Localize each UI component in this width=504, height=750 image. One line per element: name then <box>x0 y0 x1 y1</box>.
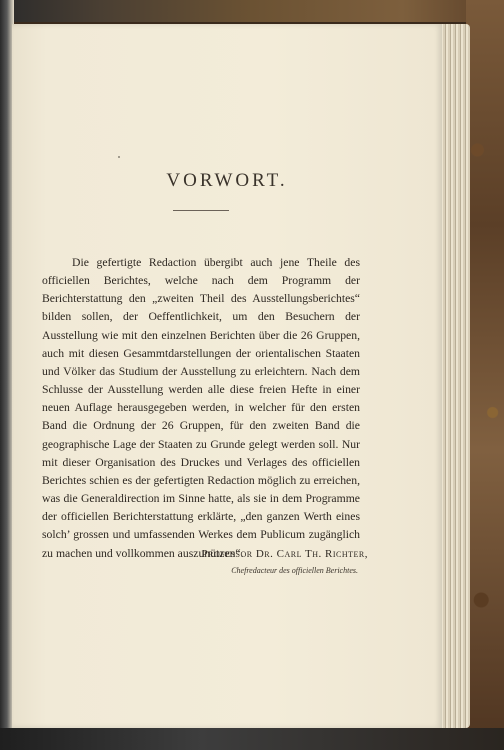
page-edges <box>438 24 470 728</box>
book-page <box>12 24 442 728</box>
page-title: VORWORT. <box>166 170 288 191</box>
book-cover-top <box>0 0 504 22</box>
title-divider <box>173 210 229 211</box>
paper-speck <box>118 156 120 158</box>
preface-paragraph: Die gefertigte Redaction übergibt auch jene Theile des officiellen Berichtes, welche nach dem Programm der Berichterstattung den „zweiten Theil des Ausstellungsberichtes“ bilden sollen, der Oeffentlichkeit, um den Besuchern der Ausstellung wie mit den einzelnen Berichten über die 26 Gruppen, auch mit diesen Gesammtdarstellungen der orientalischen Staaten und Völker das Studium der Ausstellung zu erleichtern. Nach dem Schlusse der Ausstellung werden alle diese freien Hefte in einer neuen Auflage herausgegeben werden, in welcher für den ersten Band die Ordnung der 26 Gruppen, für den zweiten Band die geographische Lage der Staaten zu Grunde gelegt werden soll. Nur mit dieser Organisation des Druckes und Verlages des officiellen Berichtes schien es der gefertigten Redaction möglich zu erreichen, was die Generaldirection im Sinne hatte, als sie in dem Programme der officiellen Berichterstattung erklärte, „den ganzen Werth eines solch’ grossen und umfassenden Werkes dem Publicum zugänglich zu machen und vollkommen auszunützen“. <box>42 256 360 560</box>
preface-text <box>42 254 360 563</box>
signature-name: Professor Dr. Carl Th. Richter, <box>201 548 368 560</box>
marbled-cover <box>466 0 504 750</box>
signature-role: Chefredacteur des officiellen Berichtes. <box>231 566 358 575</box>
book-cover-bottom <box>0 728 504 750</box>
